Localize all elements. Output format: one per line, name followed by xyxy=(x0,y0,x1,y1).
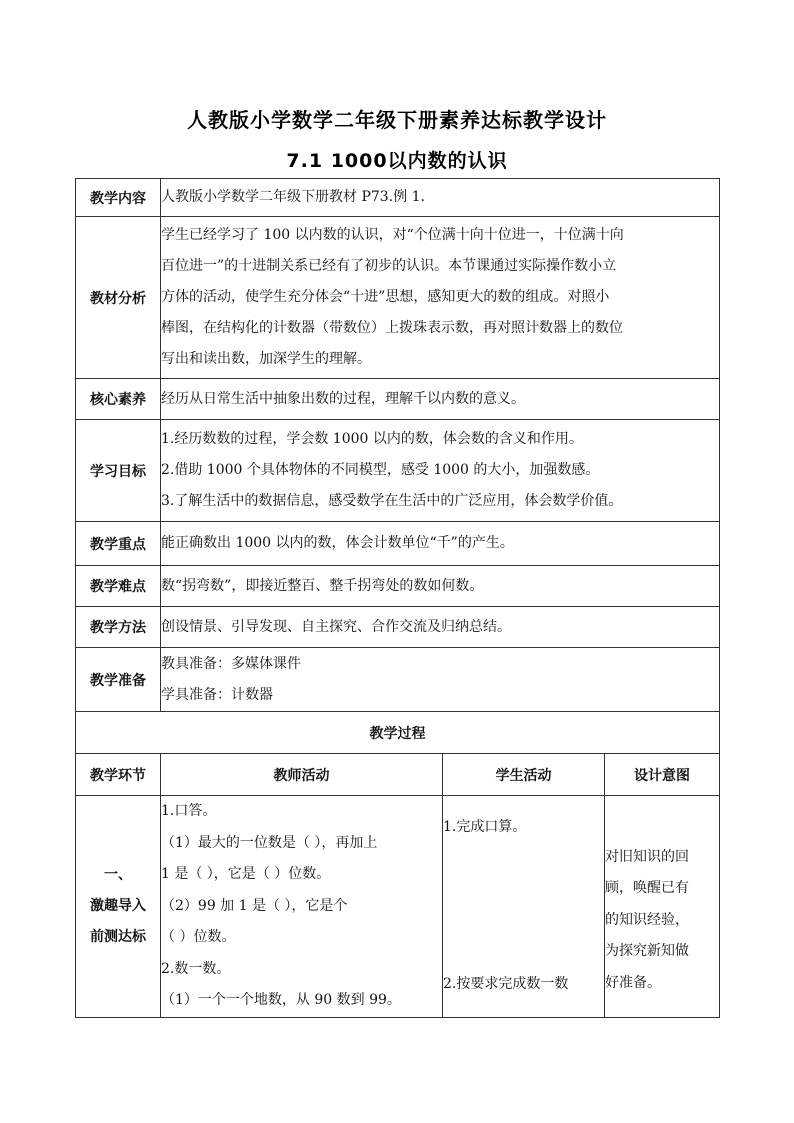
label-prep: 教学准备 xyxy=(76,648,161,712)
row-process-title xyxy=(76,712,720,754)
prep-item: 学具准备：计数器 xyxy=(161,686,273,703)
analysis-line: 百位进一”的十进制关系已经有了初步的认识。本节课通过实际操作数小立 xyxy=(161,258,617,274)
teacher-line: （ ）位数。 xyxy=(161,929,236,945)
stage-1-student-activity xyxy=(443,796,605,1018)
row-stage-1 xyxy=(76,796,720,1018)
row-method xyxy=(76,607,720,648)
value-method: 创设情景、引导发现、自主探究、合作交流及归纳总结。 xyxy=(161,607,720,648)
analysis-line: 棒图，在结构化的计数器（带数位）上拨珠表示数，再对照计数器上的数位 xyxy=(161,320,623,336)
analysis-line: 写出和读出数，加深学生的理解。 xyxy=(161,351,371,367)
stage-name-line: 前测达标 xyxy=(90,928,146,945)
stage-number: 一、 xyxy=(104,866,132,883)
teacher-line: （2）99 加 1 是（ ），它是个 xyxy=(161,897,348,914)
row-content xyxy=(76,179,720,217)
header-student: 学生活动 xyxy=(443,754,605,796)
value-prep xyxy=(161,648,720,712)
value-literacy: 经历从日常生活中抽象出数的过程，理解千以内数的意义。 xyxy=(161,379,720,420)
row-goals xyxy=(76,420,720,522)
teacher-line: 2.数一数。 xyxy=(161,960,231,977)
value-analysis xyxy=(161,217,720,379)
row-process-headers xyxy=(76,754,720,796)
student-line: 1.完成口算。 xyxy=(443,818,527,835)
intent-line: 对旧知识的回 xyxy=(605,848,689,865)
stage-1-design-intent xyxy=(605,796,720,1018)
header-stage: 教学环节 xyxy=(76,754,161,796)
lesson-title: 7.1 1000以内数的认识 xyxy=(286,150,508,172)
value-difficulty: 数“拐弯数”，即接近整百、整千拐弯处的数如何数。 xyxy=(161,566,720,607)
teacher-line: （1）一个一个地数，从 90 数到 99。 xyxy=(161,992,401,1008)
header-intent: 设计意图 xyxy=(605,754,720,796)
intent-line: 为探究新知做 xyxy=(605,943,689,959)
value-focus: 能正确数出 1000 以内的数，体会计数单位“千”的产生。 xyxy=(161,522,720,566)
intent-line: 的知识经验， xyxy=(605,911,689,928)
label-literacy: 核心素养 xyxy=(76,379,161,420)
lesson-plan-table xyxy=(75,178,720,1018)
label-focus: 教学重点 xyxy=(76,522,161,566)
analysis-line: 方体的活动，使学生充分体会“十进”思想，感知更大的数的组成。对照小 xyxy=(161,289,610,305)
label-difficulty: 教学难点 xyxy=(76,566,161,607)
process-title: 教学过程 xyxy=(76,712,720,754)
row-analysis xyxy=(76,217,720,379)
stage-1-name xyxy=(76,796,161,1018)
teacher-line: 1.口答。 xyxy=(161,803,217,819)
prep-item: 教具准备：多媒体课件 xyxy=(161,655,301,672)
stage-name-line: 激趣导入 xyxy=(90,897,146,914)
intent-line: 顾，唤醒已有 xyxy=(605,880,689,896)
label-analysis: 教材分析 xyxy=(76,217,161,379)
teacher-line: 1 是（ ），它是（ ）位数。 xyxy=(161,866,331,882)
analysis-line: 学生已经学习了 100 以内数的认识，对“个位满十向十位进一，十位满十向 xyxy=(161,227,624,243)
row-prep xyxy=(76,648,720,712)
row-focus xyxy=(76,522,720,566)
goal-item: 2.借助 1000 个具体物体的不同模型，感受 1000 的大小，加强数感。 xyxy=(161,462,600,478)
goal-item: 1.经历数数的过程，学会数 1000 以内的数，体会数的含义和作用。 xyxy=(161,431,583,447)
spacer xyxy=(443,843,604,969)
teacher-line: （1）最大的一位数是（ ），再加上 xyxy=(161,834,378,851)
row-literacy xyxy=(76,379,720,420)
intent-line: 好准备。 xyxy=(605,974,661,991)
label-content: 教学内容 xyxy=(76,179,161,217)
student-line: 2.按要求完成数一数 xyxy=(443,976,569,993)
row-difficulty xyxy=(76,566,720,607)
label-method: 教学方法 xyxy=(76,607,161,648)
document-title: 人教版小学数学二年级下册素养达标教学设计 xyxy=(187,108,607,132)
header-teacher: 教师活动 xyxy=(161,754,443,796)
stage-1-teacher-activity xyxy=(161,796,443,1018)
value-goals xyxy=(161,420,720,522)
label-goals: 学习目标 xyxy=(76,420,161,522)
value-content: 人教版小学数学二年级下册教材 P73.例 1. xyxy=(161,179,720,217)
goal-item: 3.了解生活中的数据信息，感受数学在生活中的广泛应用，体会数学价值。 xyxy=(161,493,623,509)
